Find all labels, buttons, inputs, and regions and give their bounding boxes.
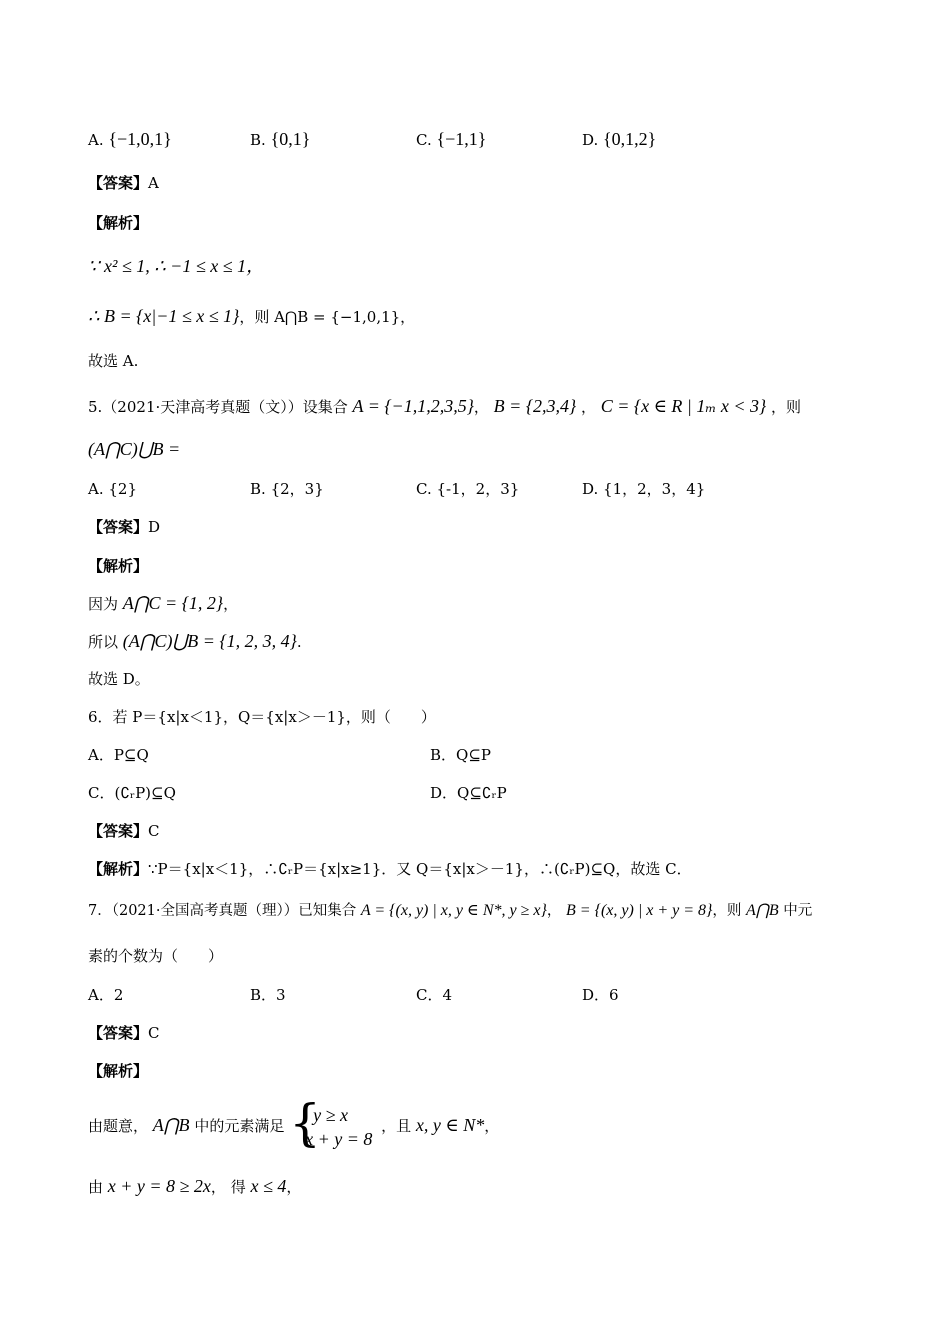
- q5-conclusion: 故选 D。: [88, 670, 150, 688]
- q7-analysis-heading: 【解析】: [88, 1062, 149, 1080]
- q5-option-b: B. {2，3}: [250, 480, 324, 498]
- q7-step1: 由题意， A⋂B 中的元素满足 { y ≥ x x + y = 8 ，且 x, y ∈ N*，: [88, 1094, 500, 1152]
- q5-analysis-heading: 【解析】: [88, 557, 149, 575]
- q5-answer: 【答案】D: [88, 518, 161, 536]
- q7-stem: 7．（2021·全国高考真题（理））已知集合 A = {(x, y) | x, y ∈ N*, y ≥ x}， B = {(x, y) | x + y = 8}，则 A⋂B 中元: [88, 902, 813, 919]
- q5-step1: 因为 A⋂C = {1, 2}，: [88, 593, 239, 613]
- q5-step2: 所以 (A⋂C)⋃B = {1, 2, 3, 4}.: [88, 631, 302, 651]
- q4-conclusion: 故选 A.: [88, 352, 139, 370]
- q6-option-c: C．(∁ᵣP)⊆Q: [88, 784, 176, 802]
- q4-step1: ∵ x² ≤ 1, ∴ −1 ≤ x ≤ 1，: [88, 256, 265, 276]
- q5-stem: 5.（2021·天津高考真题（文））设集合 A = {−1,1,2,3,5}， B = {2,3,4} ， C = {x ∈ R | 1ₘ x < 3} ，则: [88, 396, 802, 416]
- q5-stem-line2: (A⋂C)⋃B =: [88, 439, 181, 459]
- q6-analysis: 【解析】∵P＝{x|x＜1}，∴∁ᵣP＝{x|x≥1}．又 Q＝{x|x＞－1}，∴(∁ᵣP)⊆Q，故选 C．: [88, 860, 692, 878]
- q4-analysis-heading: 【解析】: [88, 214, 149, 232]
- q4-step2: ∴ B = {x|−1 ≤ x ≤ 1}，则 A⋂B = {−1,0,1}，: [88, 306, 416, 326]
- q5-option-d: D. {1，2，3，4}: [582, 480, 706, 498]
- q7-option-b: B．3: [250, 986, 286, 1004]
- q4-option-d: D. {0,1,2}: [582, 129, 657, 149]
- q4-option-b: B. {0,1}: [250, 129, 311, 149]
- q7-option-d: D．6: [582, 986, 619, 1004]
- q4-option-c: C. {−1,1}: [416, 129, 487, 149]
- q7-answer: 【答案】C: [88, 1024, 160, 1042]
- q4-option-a: A. {−1,0,1}: [88, 129, 172, 149]
- q6-option-a: A．P⊆Q: [88, 746, 149, 764]
- q6-option-b: B．Q⊆P: [430, 746, 491, 764]
- q7-stem-line2: 素的个数为（ ）: [88, 947, 224, 965]
- q7-option-a: A．2: [88, 986, 124, 1004]
- q6-stem: 6．若 P＝{x|x＜1}，Q＝{x|x＞－1}，则（ ）: [88, 708, 436, 726]
- q4-answer: 【答案】A: [88, 174, 159, 192]
- equation-system: { y ≥ x x + y = 8: [289, 1094, 373, 1152]
- q5-option-c: C. {-1，2，3}: [416, 480, 520, 498]
- q7-step2: 由 x + y = 8 ≥ 2x， 得 x ≤ 4，: [88, 1176, 302, 1196]
- q6-answer: 【答案】C: [88, 822, 160, 840]
- left-brace-icon: {: [289, 1094, 321, 1152]
- q6-option-d: D．Q⊆∁ᵣP: [430, 784, 507, 802]
- q5-option-a: A. {2}: [88, 480, 138, 498]
- q7-option-c: C．4: [416, 986, 453, 1004]
